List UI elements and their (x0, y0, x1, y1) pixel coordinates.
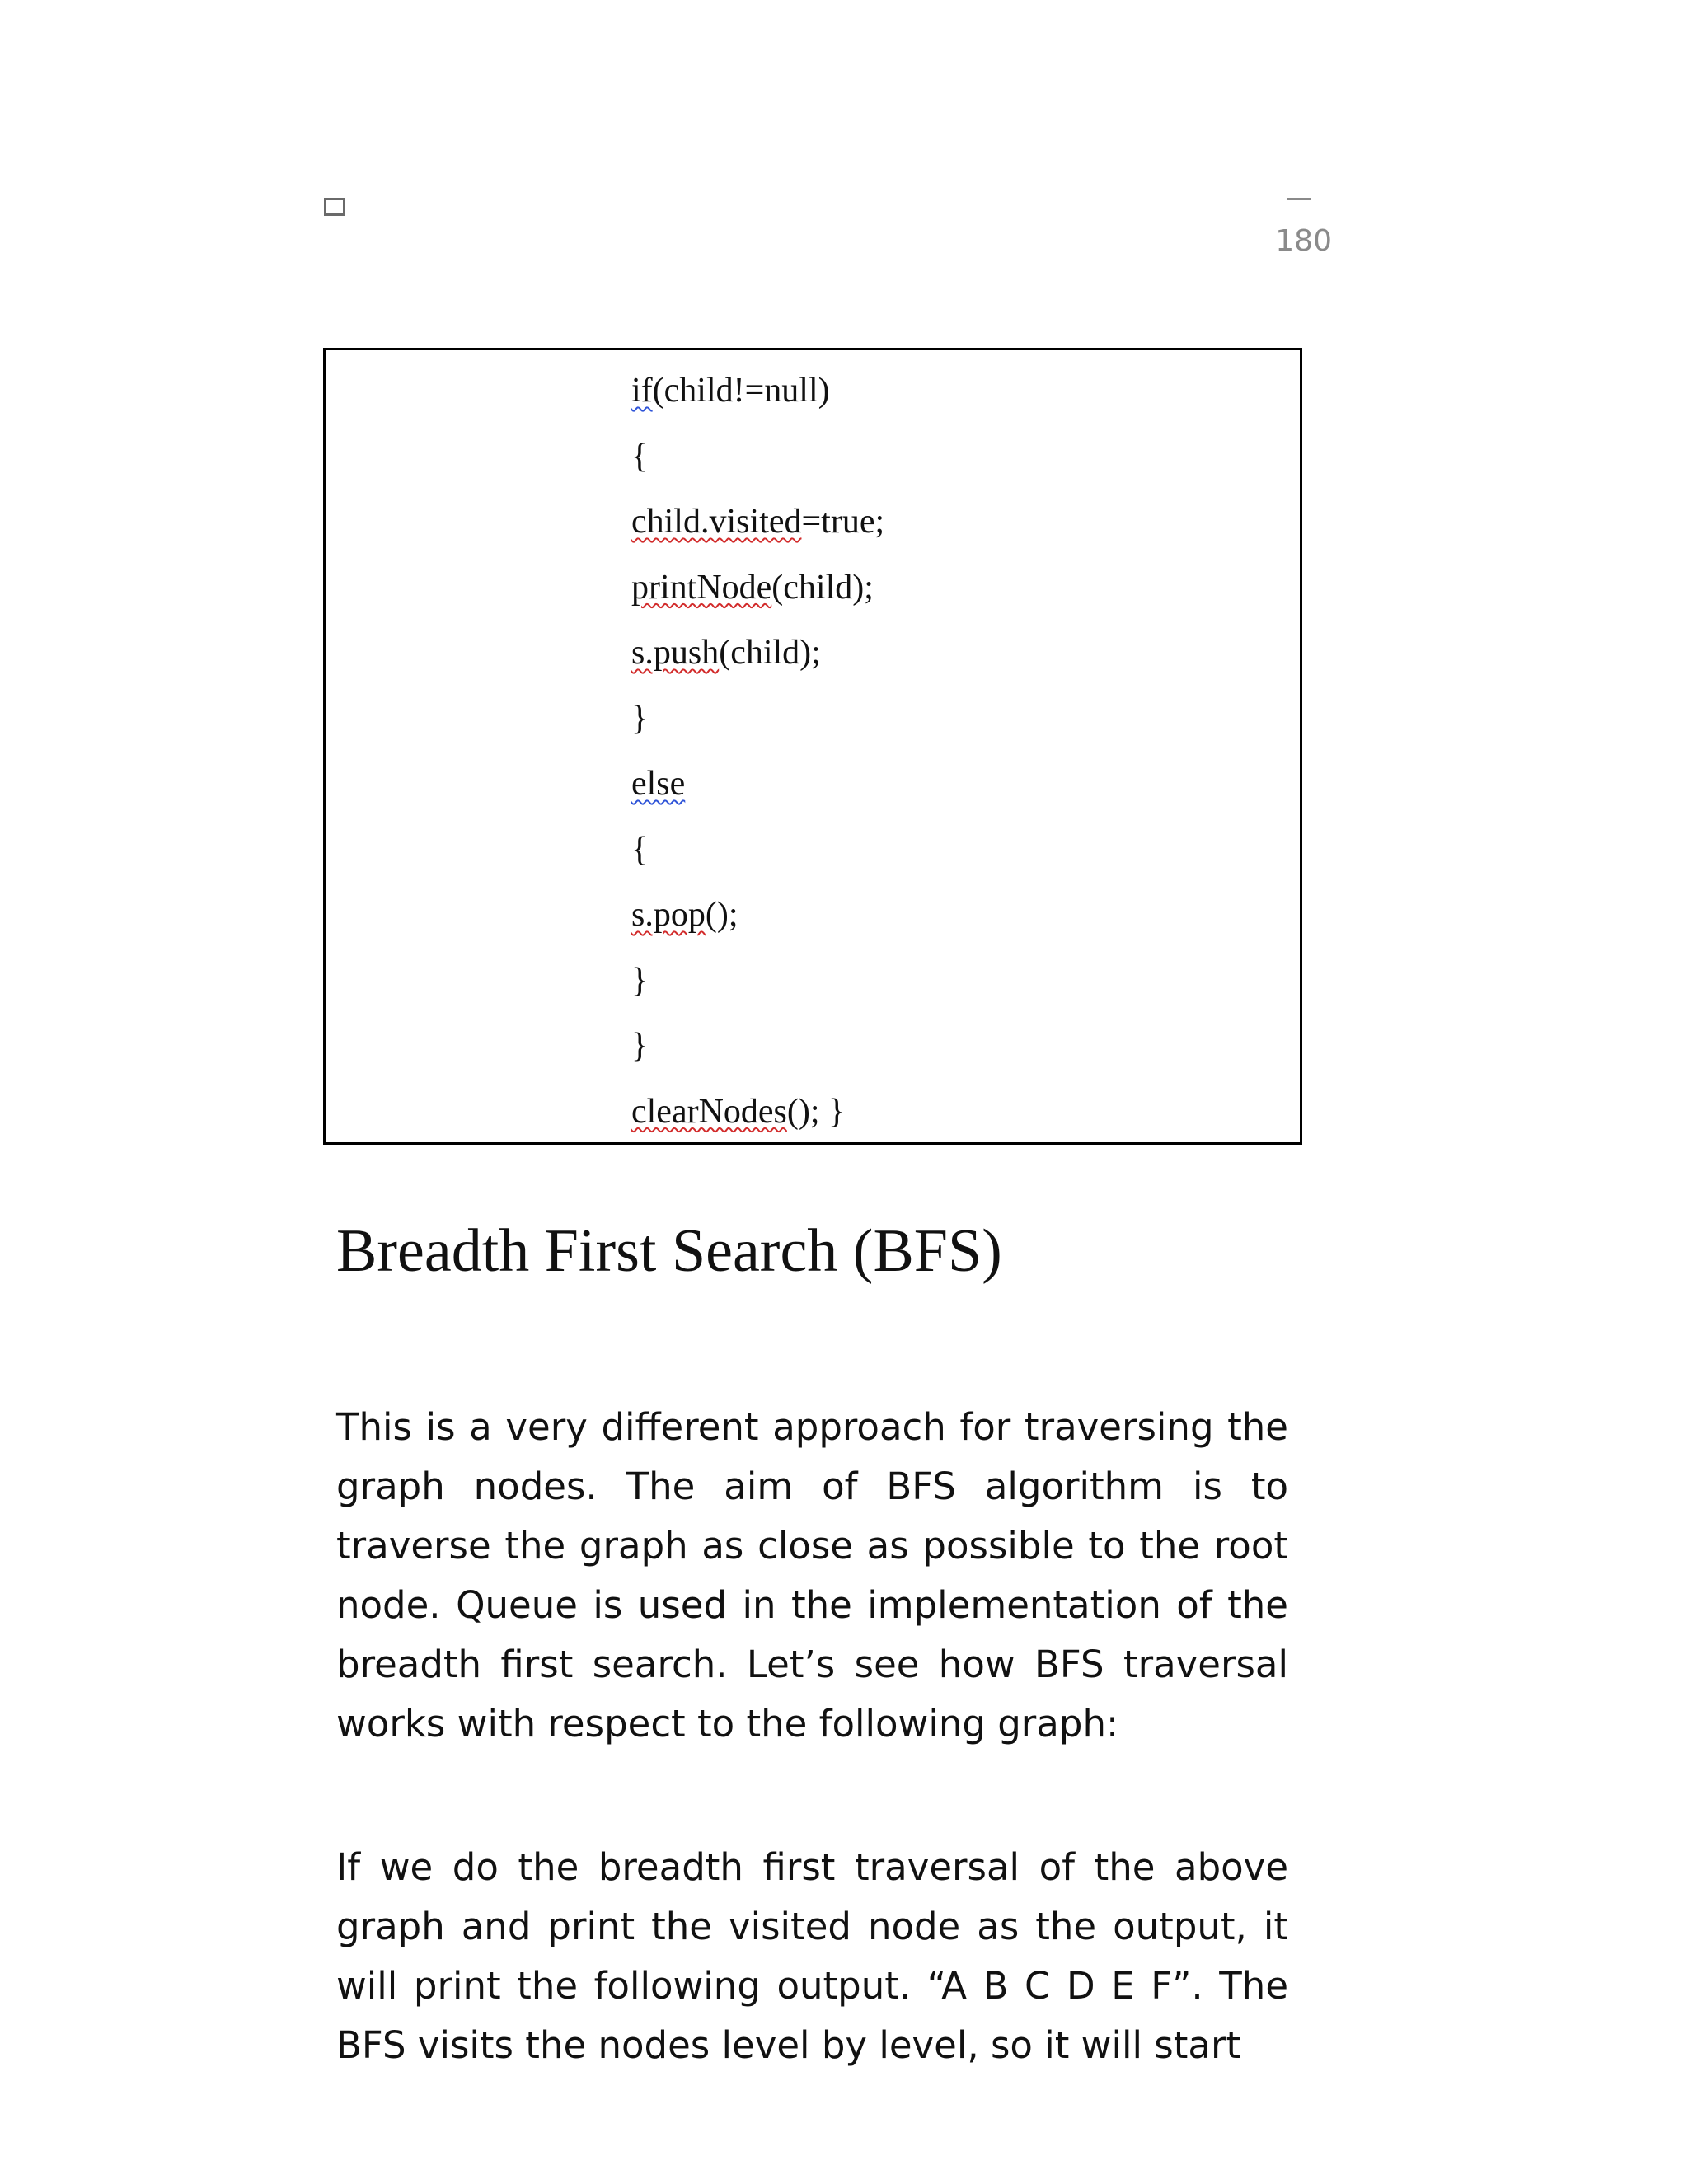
code-token: (child!=null) (652, 372, 830, 410)
code-line (631, 818, 884, 883)
corner-marker-icon (324, 198, 345, 216)
code-token: } (631, 699, 649, 738)
code-line (631, 687, 884, 752)
code-token: (); (705, 896, 738, 934)
code-token: printNode (631, 568, 772, 607)
code-line (631, 1014, 884, 1080)
code-token: (child); (719, 634, 821, 672)
code-line (631, 555, 884, 621)
body-paragraph-2: If we do the breadth first traversal of the above graph and print the visited node as the output, it will print the following output. “A B C D E F”. The BFS visits the nodes level by level, so it will start (336, 1845, 1288, 2067)
code-token: else (631, 765, 686, 803)
code-token: { (631, 830, 649, 869)
code-token: s.pop (631, 896, 706, 934)
code-token: if (631, 372, 653, 410)
code-token: child.visited (631, 503, 802, 541)
section-heading: Breadth First Search (BFS) (336, 1217, 1002, 1285)
code-token: } (631, 1027, 649, 1065)
code-block (323, 348, 1302, 1145)
code-line (631, 752, 884, 818)
code-token: } (631, 961, 649, 1000)
code-line (631, 1080, 884, 1146)
code-token: { (631, 437, 649, 476)
code-line (631, 621, 884, 687)
code-line (631, 490, 884, 555)
code-line (631, 424, 884, 490)
code-token: =true; (801, 503, 885, 541)
code-token: clearNodes (631, 1092, 787, 1131)
code-token: s.push (631, 634, 720, 672)
code-token: (); } (786, 1092, 846, 1131)
code-line (631, 359, 884, 424)
page-number: 180 (1275, 224, 1332, 258)
code-lines (631, 359, 884, 1145)
code-line (631, 883, 884, 949)
body-paragraph-1: This is a very different approach for traversing the graph nodes. The aim of BFS algorithm is to traverse the graph as close as possible to the root node. Queue is used in the implementation of the breadth first search. Let’s see how BFS traversal works with respect to the following graph: (336, 1405, 1288, 1746)
code-token: (child); (771, 568, 874, 607)
code-line (631, 949, 884, 1015)
header-dash (1287, 198, 1311, 200)
